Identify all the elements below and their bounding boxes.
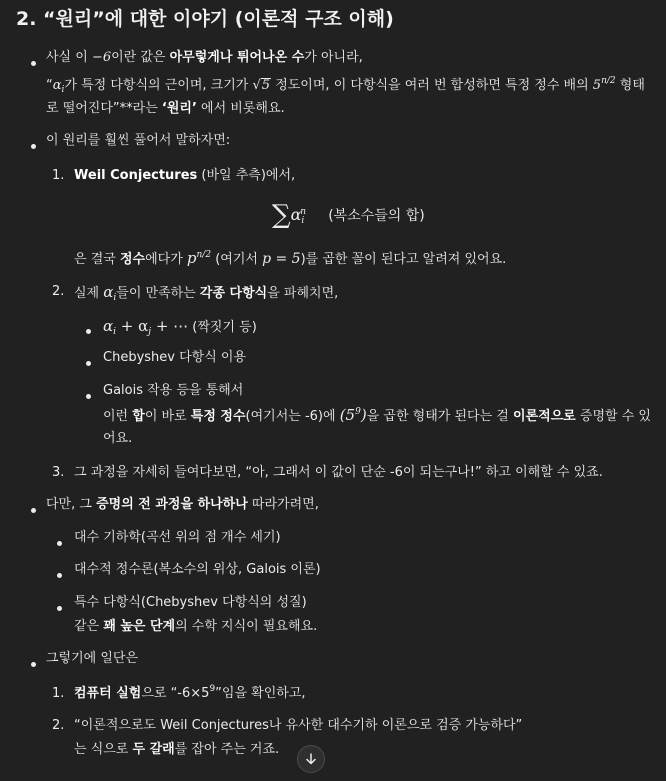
bold-text: 정수 [119, 252, 146, 267]
bold-text: 아무렇게나 튀어나온 수 [169, 50, 305, 65]
math-base: 5 [592, 78, 602, 93]
math-base: (5 [339, 406, 356, 424]
paragraph-line [74, 282, 338, 304]
paragraph-line: 어요. [103, 431, 133, 446]
text: )를 곱한 꼴이 된다고 알려져 있어요. [300, 252, 507, 267]
text: 에서 비롯해요. [196, 101, 285, 116]
text: 증명할 수 있 [575, 409, 651, 424]
sub-bullet-marker [57, 573, 62, 578]
list-number: 2. [52, 284, 65, 299]
text: 를 잡아 주는 거죠. [174, 742, 280, 757]
paragraph-line [74, 166, 295, 186]
text: 의 수학 지식이 필요해요. [175, 619, 318, 634]
text: 을 곱한 형태가 된다는 걸 [366, 409, 513, 424]
list-number: 3. [52, 465, 65, 480]
bold-text: Weil Conjectures [74, 168, 198, 183]
text: 이 바로 [144, 409, 191, 424]
math-exp: n [300, 207, 307, 217]
text: 따라가려면, [247, 497, 319, 512]
sub-bullet-marker [57, 541, 62, 546]
paragraph-line [103, 405, 651, 427]
paragraph-line [103, 316, 257, 338]
sub-bullet-marker [86, 394, 91, 399]
bullet-marker [31, 662, 36, 667]
paragraph-line: Galois 작용 등을 통해서 [103, 383, 244, 398]
bold-text: 꽤 높은 단계 [103, 619, 176, 634]
text: 을 파헤치면, [267, 286, 339, 301]
math-exp: n/2 [196, 250, 212, 260]
sqrt-arg: 5 [261, 78, 271, 93]
bullet-marker [31, 508, 36, 513]
math-sub: i [113, 293, 117, 303]
scroll-to-bottom-button[interactable] [297, 745, 325, 773]
text: 다만, 그 [46, 497, 97, 512]
bold-text: 증명의 전 과정을 하나하나 [96, 497, 248, 512]
math-symbol: ) [360, 406, 367, 424]
bold-text: 합 [132, 409, 145, 424]
bullet-marker [31, 61, 36, 66]
math-sub: i [113, 327, 117, 337]
bold-text: 두 갈래 [132, 742, 175, 757]
text: 실제 [74, 286, 104, 301]
arrow-down-icon [304, 752, 318, 766]
text: (바일 추측)에서, [197, 168, 296, 183]
text: (여기서는 -6)에 [245, 409, 340, 424]
paragraph-line [74, 684, 306, 704]
math: p = 5 [262, 251, 301, 267]
math-symbol: α [52, 78, 62, 93]
bold-text: ‘원리’ [161, 101, 197, 116]
paragraph-line: 대수적 정수론(복소수의 위상, Galois 이론) [74, 562, 321, 577]
text: 로 떨어진다”**라는 [46, 101, 162, 116]
text: 이란 값은 [111, 50, 170, 65]
sqrt: √5 [252, 78, 271, 93]
math [340, 406, 367, 424]
section-heading: 2. “원리”에 대한 이야기 (이론적 구조 이해) [16, 8, 394, 30]
text: 사실 이 [46, 50, 92, 65]
paragraph-line: 특수 다항식(Chebyshev 다항식의 성질) [74, 595, 307, 610]
math [103, 283, 116, 301]
bullet-marker [31, 144, 36, 149]
math-exp: n/2 [601, 76, 616, 86]
math-symbol: α [103, 283, 114, 301]
math-sub: i [301, 216, 305, 226]
text: 에다가 [145, 252, 187, 267]
text: ”임을 확인하고, [215, 686, 306, 701]
math-sub: j [148, 327, 152, 337]
text: “ [46, 78, 53, 93]
math [593, 78, 616, 93]
paragraph-line [74, 617, 317, 637]
sub-bullet-marker [86, 329, 91, 334]
math-symbol: + ⋯ [151, 317, 189, 335]
sub-bullet-marker [57, 606, 62, 611]
list-number: 1. [52, 686, 65, 701]
paragraph-line [46, 495, 319, 515]
text: (짝짓기 등) [188, 320, 257, 335]
text: 이런 [103, 409, 133, 424]
list-number: 1. [52, 168, 65, 183]
sub-bullet-marker [86, 361, 91, 366]
bold-text: 이론적으로 [512, 409, 576, 424]
math-symbol: + α [116, 317, 149, 335]
math-exp: 9 [355, 407, 361, 417]
list-number: 2. [52, 718, 65, 733]
math-symbol: α [290, 205, 302, 224]
text: 가 특정 다항식의 근이며, 크기가 [64, 78, 253, 93]
paragraph-line [74, 740, 279, 760]
sum-symbol: ∑ [272, 200, 291, 230]
text: 는 식으로 [74, 742, 133, 757]
paragraph-line [46, 48, 363, 68]
bold-text: 특정 정수 [190, 409, 246, 424]
text: 으로 “-6×5 [141, 686, 210, 701]
paragraph-line: 이 원리를 훨씬 풀어서 말하자면: [46, 133, 231, 148]
text: 같은 [74, 619, 104, 634]
paragraph-line: 그 과정을 자세히 들여다보면, “아, 그래서 이 값이 단순 -6이 되는구나!” 하고 이해할 수 있죠. [74, 465, 603, 480]
bold-text: 컴퓨터 실험 [74, 686, 142, 701]
math-sub: i [61, 85, 65, 95]
math [103, 317, 188, 335]
bold-text: 각종 다항식 [199, 286, 268, 301]
paragraph-line [46, 76, 645, 96]
display-formula [272, 200, 425, 232]
formula-label: (복소수들의 합) [328, 208, 425, 224]
math-exp: 9 [209, 684, 216, 694]
paragraph-line: 대수 기하학(곡선 위의 점 개수 세기) [74, 530, 281, 545]
text: 들이 만족하는 [116, 286, 200, 301]
text: 은 결국 [74, 252, 120, 267]
math-symbol: α [103, 317, 114, 335]
text: 형태 [615, 78, 645, 93]
math [291, 205, 307, 224]
paragraph-line: “이론적으로도 Weil Conjectures나 유사한 대수기하 이론으로 검증 가능하다” [74, 718, 523, 733]
math [187, 249, 211, 267]
paragraph-line [74, 248, 506, 270]
math [53, 78, 65, 93]
paragraph-line: 그렇기에 일단은 [46, 651, 139, 666]
math-base: p [186, 249, 197, 267]
paragraph-line [46, 99, 285, 119]
text: 정도이며, 이 다항식을 여러 번 합성하면 특정 정수 배의 [271, 78, 593, 93]
text: 가 아니라, [304, 50, 363, 65]
paragraph-line: Chebyshev 다항식 이용 [103, 350, 247, 365]
math: −6 [91, 50, 112, 65]
text: (여기서 [211, 252, 263, 267]
